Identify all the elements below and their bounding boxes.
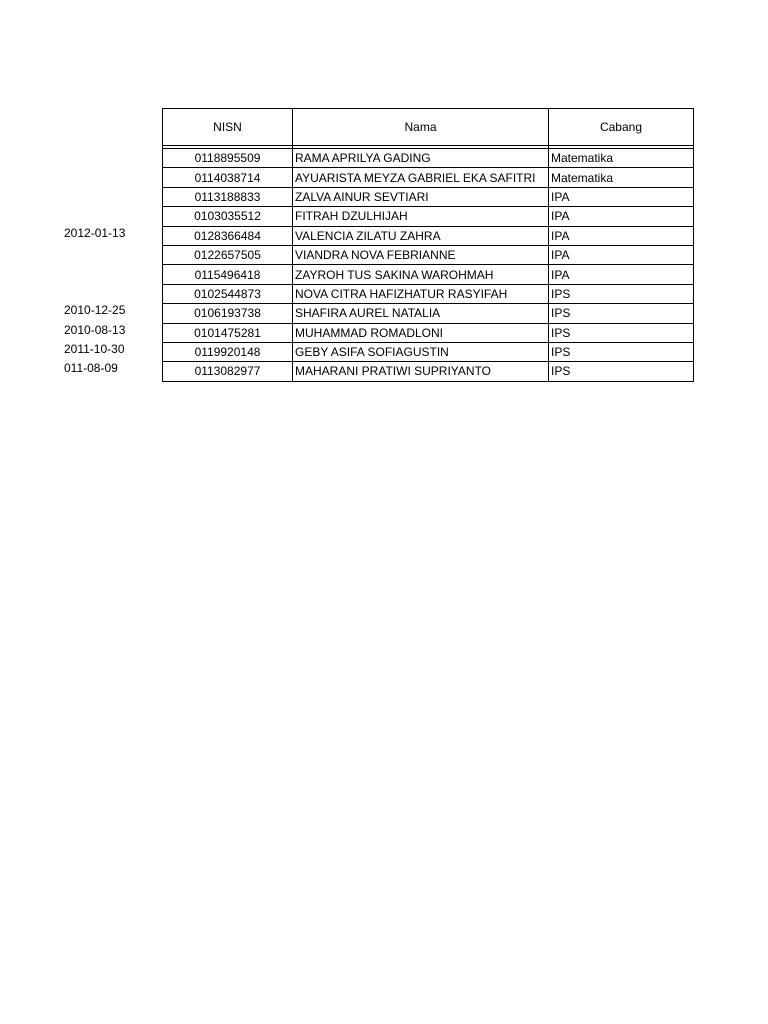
side-date xyxy=(64,146,160,165)
side-date xyxy=(64,282,160,301)
cell-cabang[interactable]: IPA xyxy=(549,245,694,264)
side-date: 2010-08-13 xyxy=(64,322,126,337)
cell-nama[interactable]: ZAYROH TUS SAKINA WAROHMAH xyxy=(293,265,549,284)
cell-cabang[interactable]: IPA xyxy=(549,265,694,284)
table-row xyxy=(163,207,694,226)
cell-nama[interactable]: FITRAH DZULHIJAH xyxy=(293,207,549,226)
cell-nisn[interactable]: 0106193738 xyxy=(163,304,293,323)
table-row xyxy=(163,265,694,284)
cell-nama[interactable]: VIANDRA NOVA FEBRIANNE xyxy=(293,245,549,264)
table-row xyxy=(163,245,694,264)
side-date: 011-08-09 xyxy=(64,361,118,376)
cell-nama[interactable]: AYUARISTA MEYZA GABRIEL EKA SAFITRI xyxy=(293,168,549,187)
cell-nisn[interactable]: 0119920148 xyxy=(163,342,293,361)
cell-cabang[interactable]: IPA xyxy=(549,187,694,206)
side-date: 2012-01-13 xyxy=(64,225,126,240)
cell-nisn[interactable]: 0101475281 xyxy=(163,323,293,342)
table-row xyxy=(163,187,694,206)
table-row xyxy=(163,284,694,303)
side-date: 2010-12-25 xyxy=(64,303,126,318)
table-row xyxy=(163,323,694,342)
side-date xyxy=(64,165,160,184)
header-cabang: Cabang xyxy=(549,109,694,146)
cell-nisn[interactable]: 0115496418 xyxy=(163,265,293,284)
cell-nisn[interactable]: 0122657505 xyxy=(163,245,293,264)
cell-cabang[interactable]: IPS xyxy=(549,284,694,303)
cell-cabang[interactable]: IPA xyxy=(549,226,694,245)
cell-nisn[interactable]: 0102544873 xyxy=(163,284,293,303)
cell-nama[interactable]: ZALVA AINUR SEVTIARI xyxy=(293,187,549,206)
cell-cabang[interactable]: Matematika xyxy=(549,149,694,168)
header-row xyxy=(163,109,694,146)
side-date: 2011-10-30 xyxy=(64,341,125,356)
header-nama: Nama xyxy=(293,109,549,146)
table-row xyxy=(163,304,694,323)
table-row xyxy=(163,342,694,361)
cell-nama[interactable]: RAMA APRILYA GADING xyxy=(293,149,549,168)
cell-cabang[interactable]: IPS xyxy=(549,323,694,342)
cell-nisn[interactable]: 0113188833 xyxy=(163,187,293,206)
table-row xyxy=(163,362,694,381)
cell-cabang[interactable]: IPA xyxy=(549,207,694,226)
cell-cabang[interactable]: IPS xyxy=(549,304,694,323)
cell-nisn[interactable]: 0113082977 xyxy=(163,362,293,381)
student-table xyxy=(162,108,694,382)
side-date xyxy=(64,262,160,281)
table-row xyxy=(163,149,694,168)
table-row xyxy=(163,226,694,245)
cell-nama[interactable]: VALENCIA ZILATU ZAHRA xyxy=(293,226,549,245)
cell-nama[interactable]: MAHARANI PRATIWI SUPRIYANTO xyxy=(293,362,549,381)
side-date xyxy=(64,243,160,262)
cell-cabang[interactable]: Matematika xyxy=(549,168,694,187)
cell-nama[interactable]: NOVA CITRA HAFIZHATUR RASYIFAH xyxy=(293,284,549,303)
cell-nisn[interactable]: 0128366484 xyxy=(163,226,293,245)
side-date xyxy=(64,185,160,204)
cell-cabang[interactable]: IPS xyxy=(549,362,694,381)
cell-nisn[interactable]: 0118895509 xyxy=(163,149,293,168)
cell-nama[interactable]: SHAFIRA AUREL NATALIA xyxy=(293,304,549,323)
header-nisn: NISN xyxy=(163,109,293,146)
cell-cabang[interactable]: IPS xyxy=(549,342,694,361)
side-date xyxy=(64,204,160,223)
cell-nisn[interactable]: 0103035512 xyxy=(163,207,293,226)
side-date-column xyxy=(64,146,160,379)
cell-nisn[interactable]: 0114038714 xyxy=(163,168,293,187)
cell-nama[interactable]: GEBY ASIFA SOFIAGUSTIN xyxy=(293,342,549,361)
table-row xyxy=(163,168,694,187)
cell-nama[interactable]: MUHAMMAD ROMADLONI xyxy=(293,323,549,342)
